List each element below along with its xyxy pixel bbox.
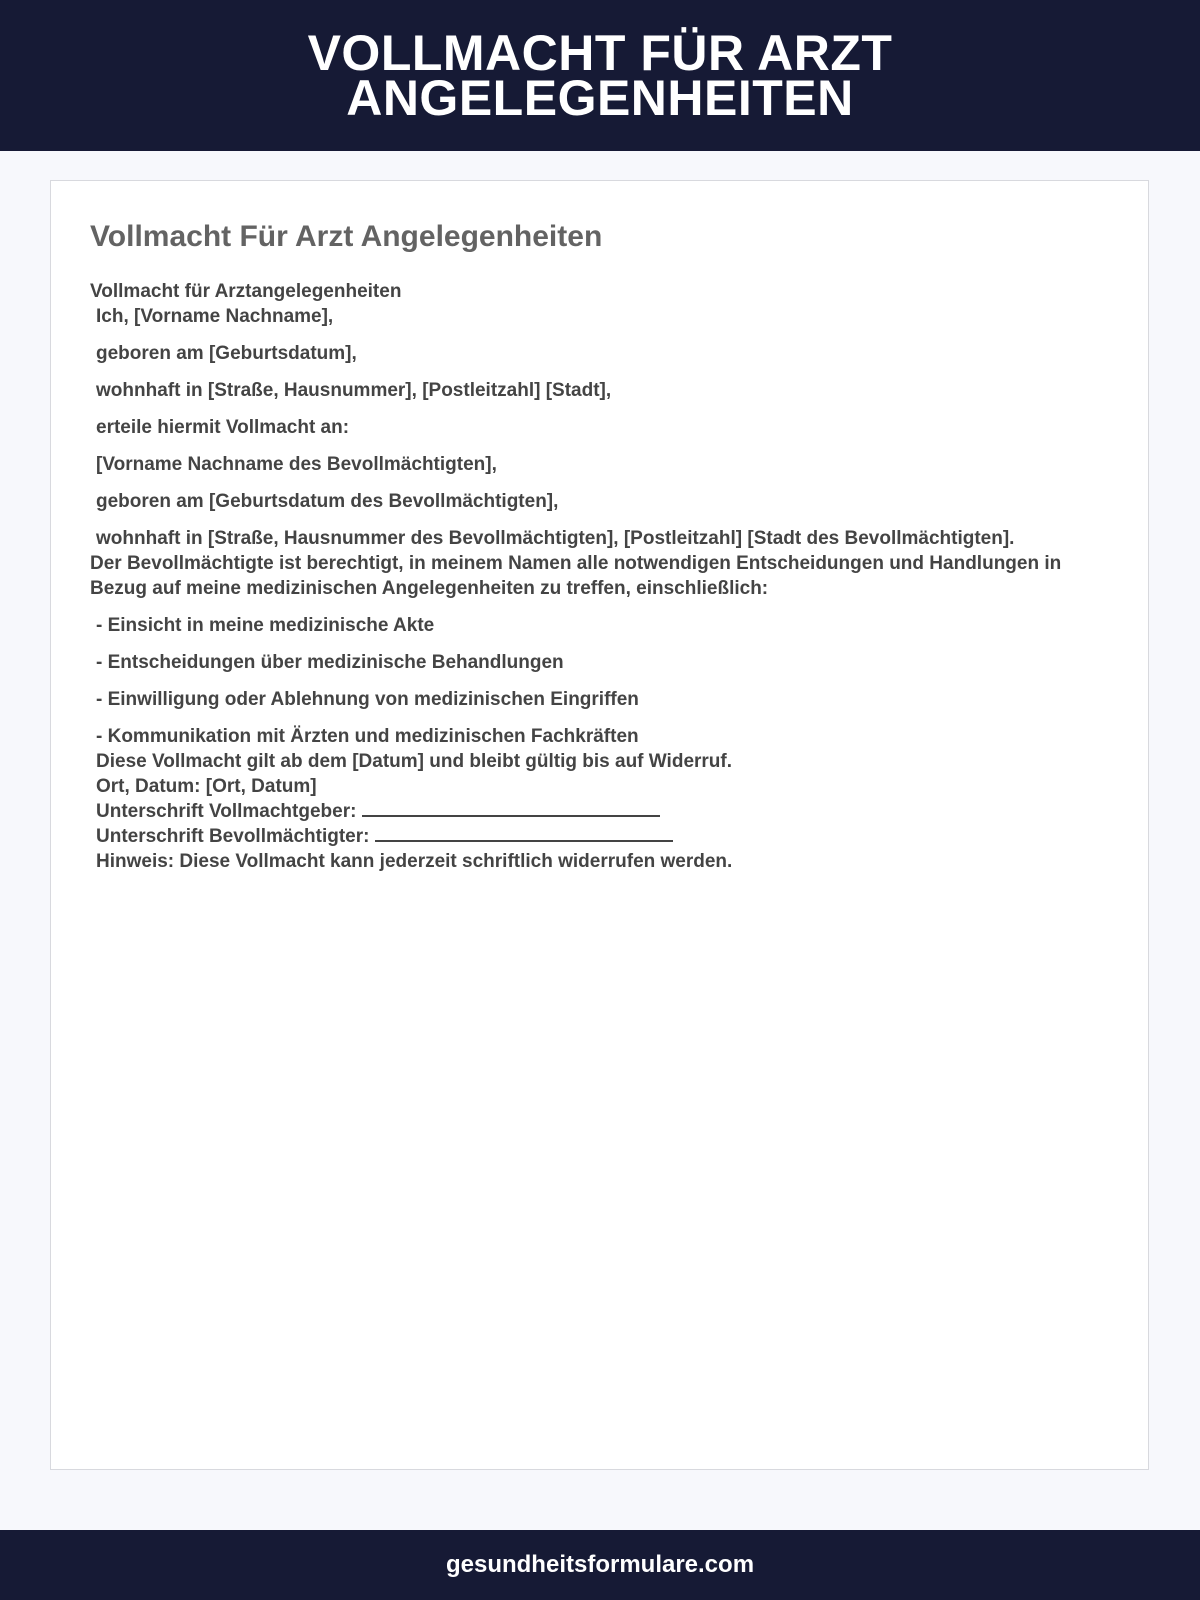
agent-address: wohnhaft in [Straße, Hausnummer des Bevollmächtigten], [Postleitzahl] [Stadt des Bevollmächtigten].	[96, 528, 1015, 549]
agent-name: [Vorname Nachname des Bevollmächtigten],	[96, 454, 497, 475]
grantor-name: Ich, [Vorname Nachname],	[96, 306, 334, 327]
page-title-line-1: VOLLMACHT FÜR ARZT	[307, 24, 893, 81]
grant-statement: erteile hiermit Vollmacht an:	[96, 417, 350, 438]
grantor-address: wohnhaft in [Straße, Hausnummer], [Postleitzahl] [Stadt],	[96, 380, 612, 401]
signature-grantor-label: Unterschrift Vollmachtgeber:	[96, 801, 357, 822]
authority-text: Der Bevollmächtigte ist berechtigt, in meinem Namen alle notwendigen Entscheidungen und Handlungen in Bezug auf meine medizinischen Angelegenheiten zu treffen, einschließlich:	[90, 553, 1062, 599]
agent-birth: geboren am [Geburtsdatum des Bevollmächtigten],	[96, 491, 559, 512]
document-heading: Vollmacht für Arztangelegenheiten	[90, 281, 402, 302]
power-item: - Entscheidungen über medizinische Behandlungen	[96, 652, 564, 673]
page-title	[150, 24, 1050, 126]
grantor-birth: geboren am [Geburtsdatum],	[96, 343, 357, 364]
page-header	[0, 0, 1200, 151]
document-card	[50, 180, 1149, 1470]
revocation-note: Hinweis: Diese Vollmacht kann jederzeit schriftlich widerrufen werden.	[96, 851, 733, 872]
signature-grantor	[90, 799, 1110, 824]
footer-site: gesundheitsformulare.com	[445, 1551, 755, 1578]
page-title-line-2: ANGELEGENHEITEN	[346, 69, 854, 126]
power-item: - Kommunikation mit Ärzten und medizinischen Fachkräften	[96, 726, 639, 747]
power-item: - Einwilligung oder Ablehnung von medizinischen Eingriffen	[96, 689, 639, 710]
document-title: Vollmacht Für Arzt Angelegenheiten	[90, 220, 603, 253]
place-date: Ort, Datum: [Ort, Datum]	[96, 776, 317, 797]
page-footer	[0, 1530, 1200, 1600]
signature-agent	[90, 824, 1110, 849]
signature-agent-line	[375, 826, 673, 842]
signature-grantor-line	[362, 801, 660, 817]
validity-statement: Diese Vollmacht gilt ab dem [Datum] und bleibt gültig bis auf Widerruf.	[96, 751, 733, 772]
signature-agent-label: Unterschrift Bevollmächtigter:	[96, 826, 370, 847]
document-body	[90, 279, 1110, 874]
power-item: - Einsicht in meine medizinische Akte	[96, 615, 435, 636]
